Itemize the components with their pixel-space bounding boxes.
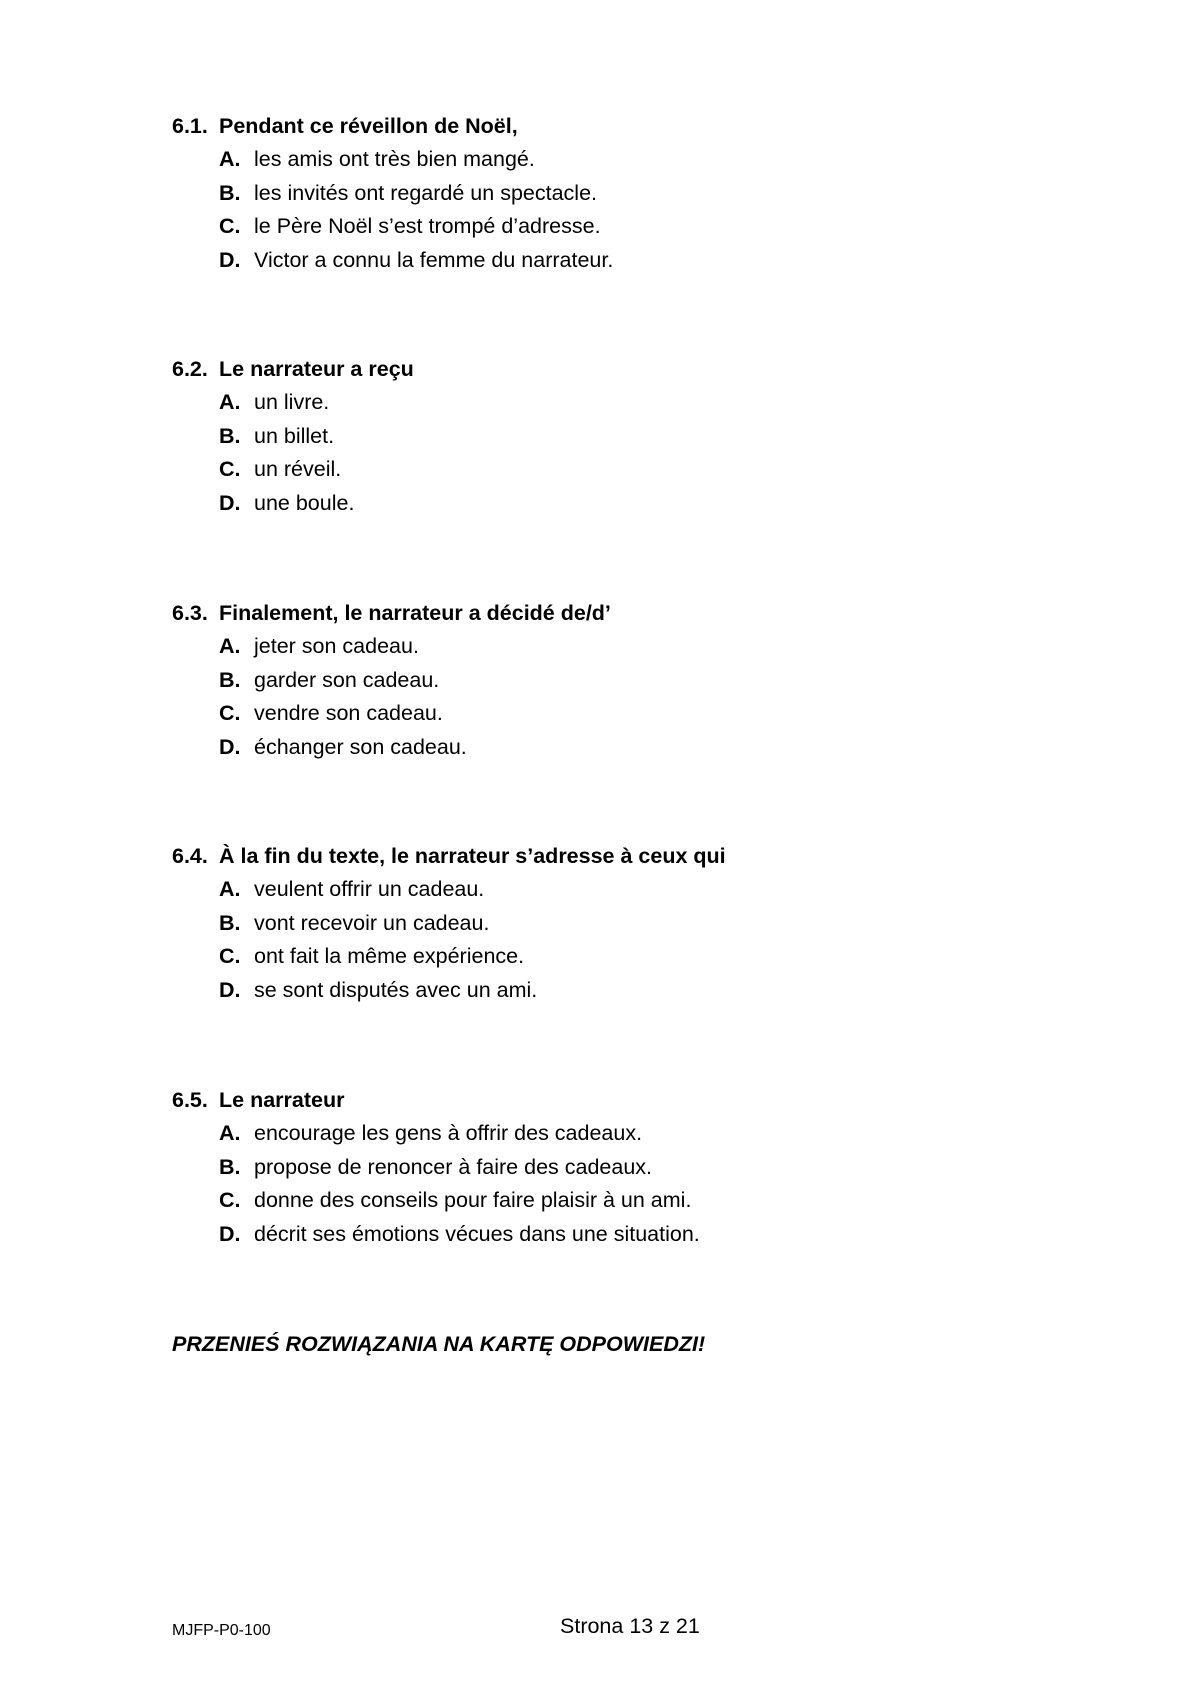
option-letter: D. <box>219 1221 241 1246</box>
option-text: un livre. <box>254 390 330 414</box>
answer-options <box>172 390 1072 524</box>
question-header <box>172 1088 1072 1121</box>
answer-options <box>172 877 1072 1011</box>
answer-option-a <box>172 1121 1072 1155</box>
answer-option-b <box>172 1155 1072 1189</box>
option-text: échanger son cadeau. <box>254 734 467 759</box>
question-header <box>172 114 1072 147</box>
question-header <box>172 357 1072 390</box>
option-letter: A. <box>219 1121 241 1145</box>
option-text: un billet. <box>254 423 335 448</box>
option-letter: B. <box>219 1154 241 1179</box>
option-text: ont fait la même expérience. <box>254 944 525 968</box>
option-text: jeter son cadeau. <box>254 634 419 658</box>
option-text: Victor a connu la femme du narrateur. <box>254 247 614 272</box>
option-letter: C. <box>219 701 241 725</box>
option-letter: C. <box>219 1188 241 1212</box>
answer-option-d <box>172 491 1072 525</box>
question-stem: Le narrateur <box>219 1088 345 1112</box>
option-text: encourage les gens à offrir des cadeaux. <box>254 1121 643 1145</box>
question-6-4 <box>172 844 1072 1011</box>
answer-option-b <box>172 181 1072 215</box>
answer-option-c <box>172 214 1072 248</box>
question-number: 6.4. <box>172 844 208 868</box>
option-letter: B. <box>219 180 241 205</box>
question-6-3 <box>172 601 1072 768</box>
option-text: vendre son cadeau. <box>254 701 443 725</box>
question-header <box>172 844 1072 877</box>
answer-option-b <box>172 424 1072 458</box>
exam-code: MJFP-P0-100 <box>172 1622 271 1639</box>
option-text: veulent offrir un cadeau. <box>254 877 485 901</box>
option-letter: C. <box>219 944 241 968</box>
question-stem: Finalement, le narrateur a décidé de/d’ <box>219 601 611 625</box>
answer-option-b <box>172 668 1072 702</box>
option-text: les amis ont très bien mangé. <box>254 147 535 171</box>
option-text: décrit ses émotions vécues dans une situation. <box>254 1221 700 1246</box>
question-stem: Le narrateur a reçu <box>219 357 414 381</box>
option-letter: B. <box>219 910 241 935</box>
answer-option-d <box>172 1222 1072 1256</box>
option-letter: C. <box>219 457 241 481</box>
option-letter: B. <box>219 667 241 692</box>
question-6-1 <box>172 114 1072 281</box>
answer-option-c <box>172 944 1072 978</box>
question-stem: À la fin du texte, le narrateur s’adresse à ceux qui <box>219 844 726 868</box>
answer-options <box>172 147 1072 281</box>
question-number: 6.2. <box>172 357 208 381</box>
question-number: 6.5. <box>172 1088 208 1112</box>
answer-option-d <box>172 978 1072 1012</box>
answer-option-c <box>172 1188 1072 1222</box>
option-text: un réveil. <box>254 457 342 481</box>
option-text: se sont disputés avec un ami. <box>254 977 538 1002</box>
option-letter: D. <box>219 977 241 1002</box>
question-header <box>172 601 1072 634</box>
option-text: vont recevoir un cadeau. <box>254 910 490 935</box>
option-letter: D. <box>219 490 241 515</box>
question-number: 6.1. <box>172 114 208 138</box>
option-letter: D. <box>219 247 241 272</box>
transfer-answers-note: PRZENIEŚ ROZWIĄZANIA NA KARTĘ ODPOWIEDZI! <box>172 1332 706 1356</box>
question-6-5 <box>172 1088 1072 1255</box>
question-stem: Pendant ce réveillon de Noël, <box>219 114 518 138</box>
answer-option-b <box>172 911 1072 945</box>
option-text: garder son cadeau. <box>254 667 440 692</box>
page-number: Strona 13 z 21 <box>560 1614 700 1638</box>
option-text: propose de renoncer à faire des cadeaux. <box>254 1154 653 1179</box>
answer-option-a <box>172 634 1072 668</box>
answer-option-c <box>172 701 1072 735</box>
answer-options <box>172 1121 1072 1255</box>
answer-option-c <box>172 457 1072 491</box>
option-letter: A. <box>219 877 241 901</box>
option-letter: C. <box>219 214 241 238</box>
answer-option-a <box>172 147 1072 181</box>
question-6-2 <box>172 357 1072 524</box>
answer-option-a <box>172 390 1072 424</box>
option-text: le Père Noël s’est trompé d’adresse. <box>254 214 601 238</box>
option-text: une boule. <box>254 490 355 515</box>
option-letter: A. <box>219 634 241 658</box>
option-text: donne des conseils pour faire plaisir à un ami. <box>254 1188 692 1212</box>
answer-option-d <box>172 248 1072 282</box>
option-text: les invités ont regardé un spectacle. <box>254 180 598 205</box>
option-letter: D. <box>219 734 241 759</box>
answer-option-a <box>172 877 1072 911</box>
answer-options <box>172 634 1072 768</box>
option-letter: A. <box>219 147 241 171</box>
answer-option-d <box>172 735 1072 769</box>
question-number: 6.3. <box>172 601 208 625</box>
option-letter: A. <box>219 390 241 414</box>
option-letter: B. <box>219 423 241 448</box>
